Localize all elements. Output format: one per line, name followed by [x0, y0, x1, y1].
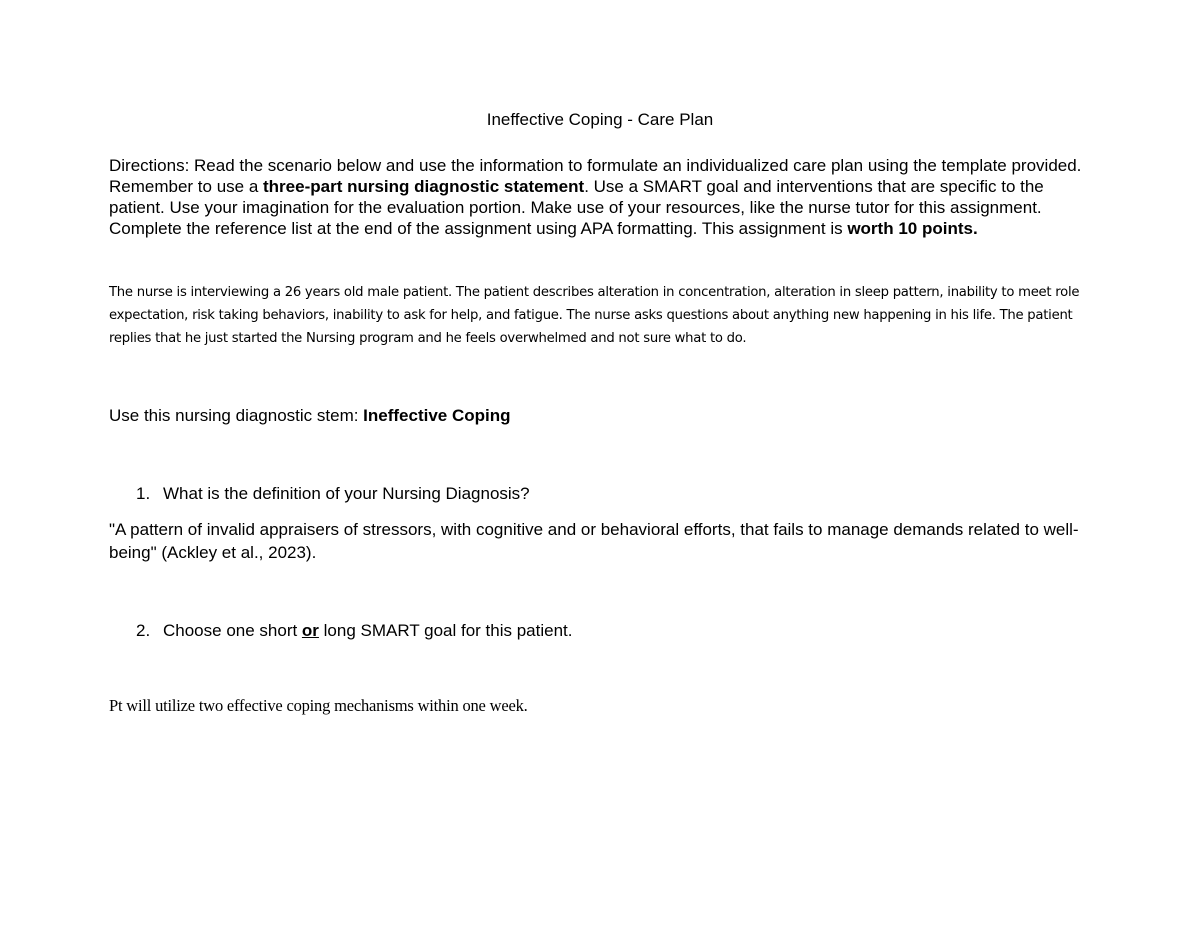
diagnostic-stem-label: Use this nursing diagnostic stem: — [109, 406, 364, 425]
question-2-number: 2. — [136, 621, 151, 640]
question-1 — [136, 483, 530, 504]
directions-bold-points: worth 10 points. — [847, 219, 978, 238]
question-1-number: 1. — [136, 484, 151, 503]
smart-goal-answer: Pt will utilize two effective coping mechanisms within one week. — [109, 696, 528, 715]
diagnostic-stem-line — [109, 405, 511, 426]
directions-text-2: . Use a SMART goal and interventions that are specific to the patient. Use your imagination for the evaluation portion. Make use of your resources, like the nurse tutor for this assignment. Complete the reference list at the end of the assignment using APA formatting. This assignment is — [109, 177, 1044, 238]
question-2-text-after: long SMART goal for this patient. — [318, 621, 573, 640]
question-2-text-before: Choose one short — [163, 621, 302, 640]
question-2-emphasis: or — [301, 621, 319, 640]
document-title: Ineffective Coping - Care Plan — [486, 110, 714, 129]
directions-bold-diagnostic-statement: three-part nursing diagnostic statement — [263, 177, 585, 196]
diagnostic-stem-value: Ineffective Coping — [363, 406, 511, 425]
directions-text-1: Directions: Read the scenario below and use the information to formulate an individualized care plan using the template provided. Remember to use a — [109, 156, 1082, 196]
directions-paragraph — [109, 155, 1099, 239]
question-2 — [136, 620, 573, 641]
answer-1: "A pattern of invalid appraisers of stressors, with cognitive and or behavioral efforts, that fails to manage demands related to well-being" (Ackley et al., 2023). — [109, 520, 1079, 562]
scenario-paragraph: The nurse is interviewing a 26 years old male patient. The patient describes alteration in concentration, alteration in sleep pattern, inability to meet role expectation, risk taking behaviors, inability to ask for help, and fatigue. The nurse asks questions about anything new happening in his life. The patient replies that he just started the Nursing program and he feels overwhelmed and not sure what to do. — [109, 285, 1080, 346]
question-1-text: What is the definition of your Nursing Diagnosis? — [163, 484, 530, 503]
